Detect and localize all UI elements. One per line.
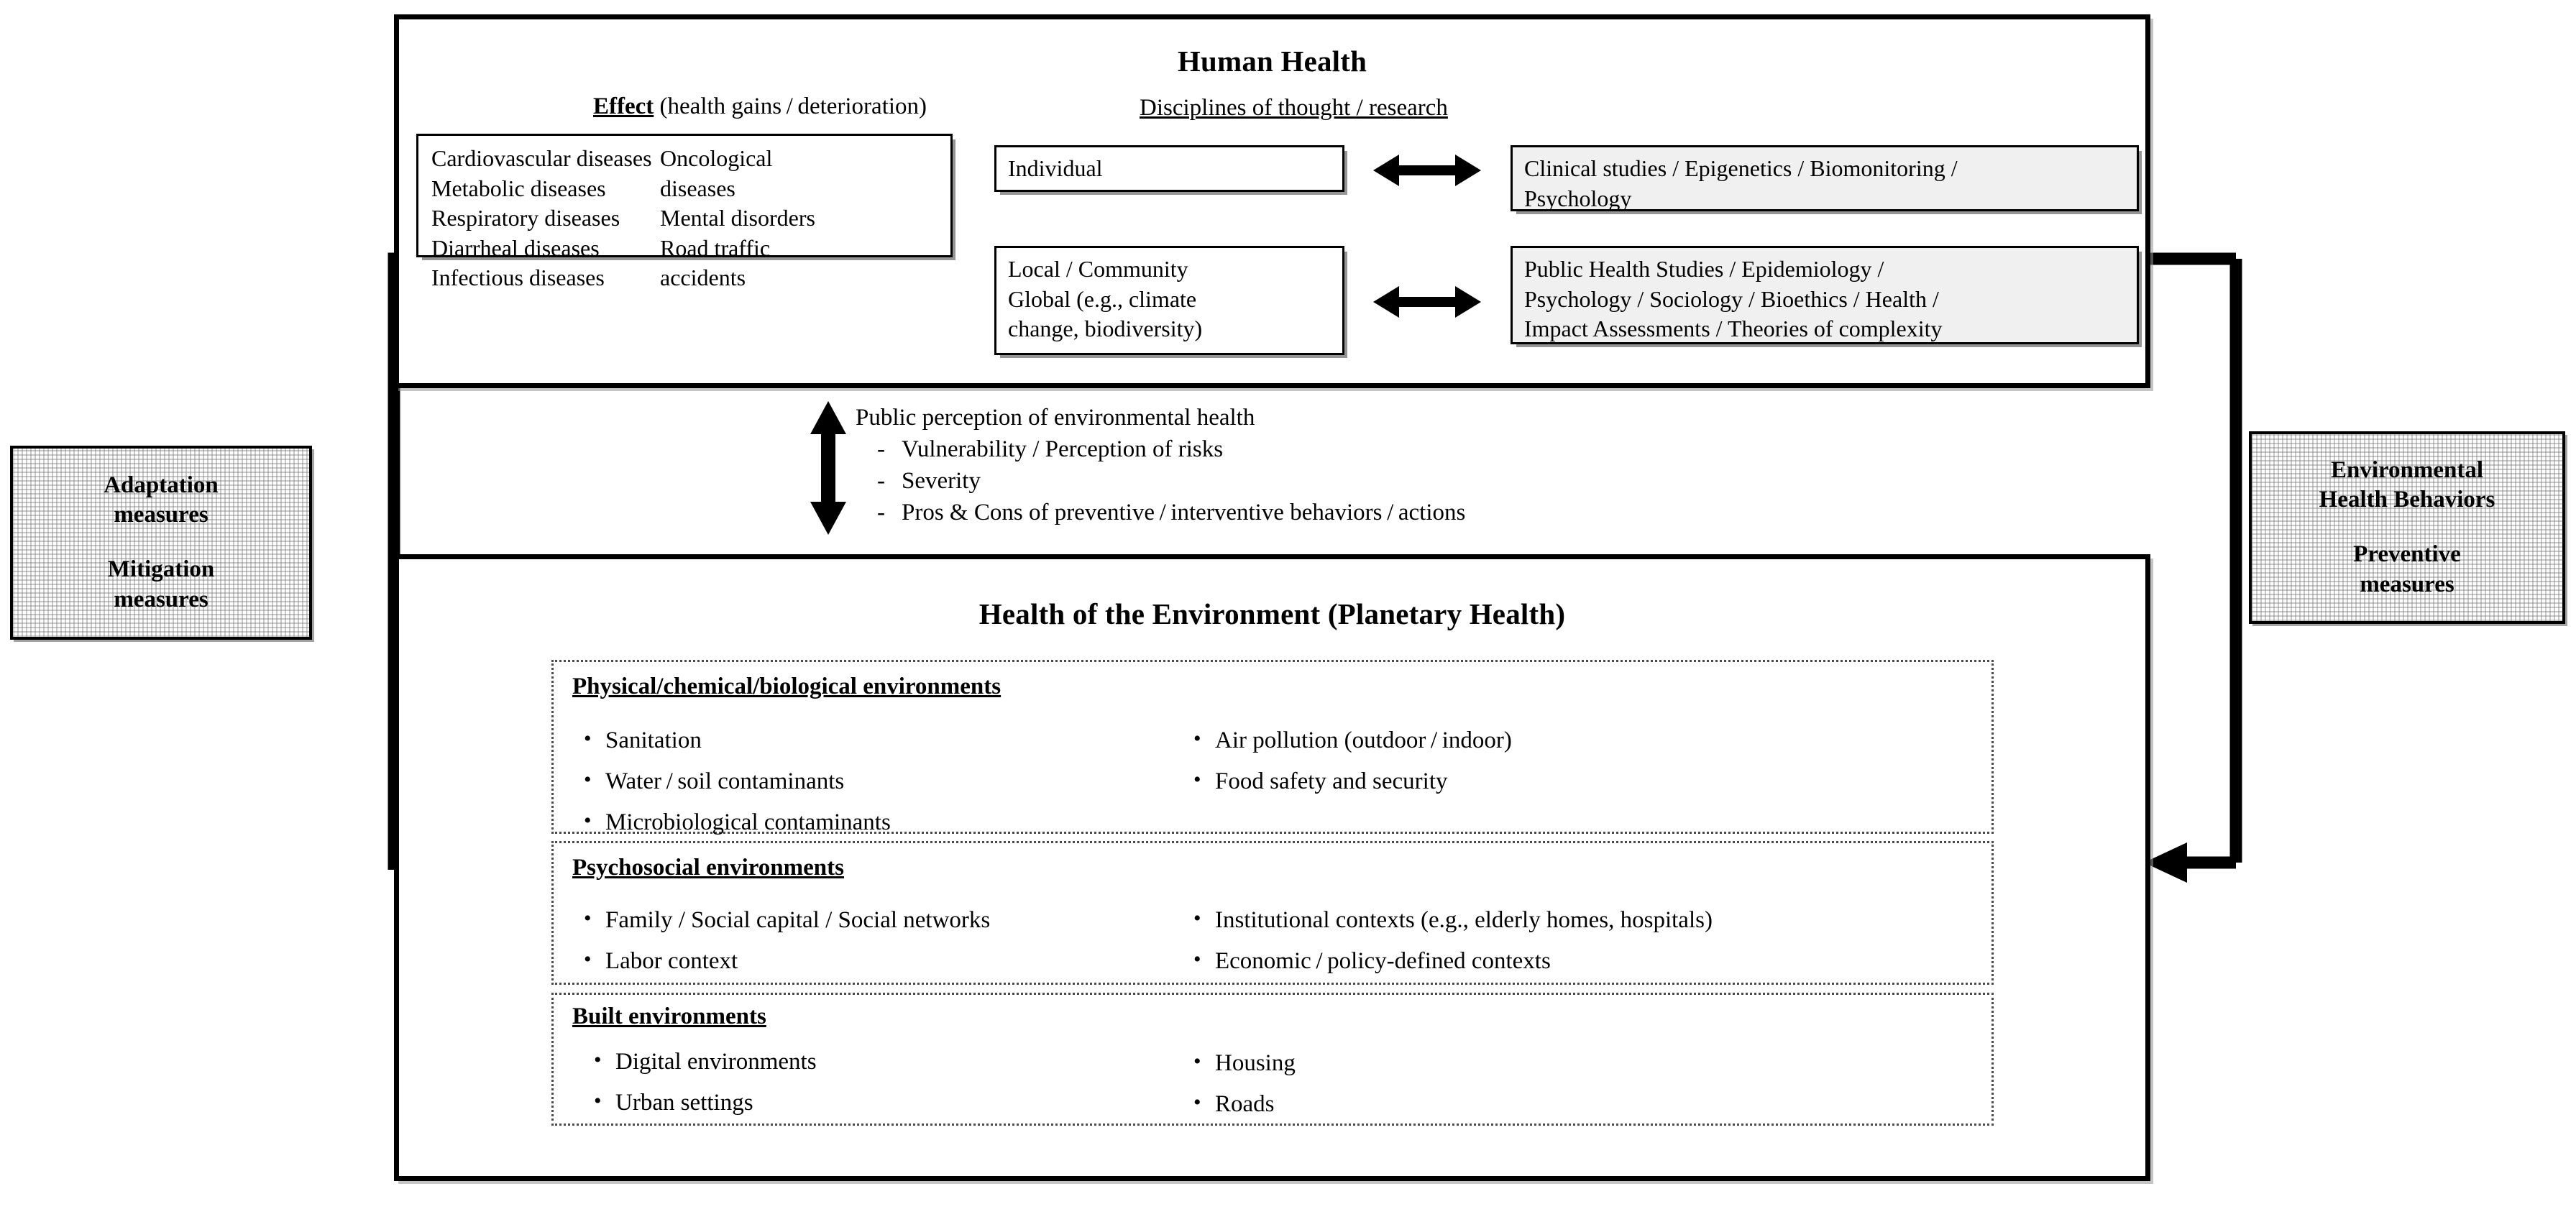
level-box-individual (994, 145, 1344, 192)
human-health-panel (394, 14, 2150, 388)
perception-block (856, 403, 1465, 529)
adaptation-line-2: measures (114, 502, 208, 528)
list-item: • Housing (1193, 1048, 1296, 1079)
list-item: • Urban settings (594, 1088, 817, 1118)
adaptation-line-1: Adaptation (104, 472, 219, 498)
level-box-community-global (994, 246, 1344, 355)
preventive-line-2: measures (2360, 571, 2454, 597)
discipline-line: Psychology (1524, 185, 1632, 211)
perception-double-arrow (809, 401, 848, 535)
discipline-line: Clinical studies / Epigenetics / Biomonitoring / (1524, 155, 1958, 181)
list-item: • Economic / policy-defined contexts (1193, 946, 1713, 977)
section-list-left (584, 725, 891, 848)
discipline-line: Impact Assessments / Theories of complexity (1524, 316, 1943, 342)
disease-item: Mental disorders (660, 205, 815, 231)
section-title: Built environments (572, 1003, 766, 1029)
list-item: • Roads (1193, 1089, 1296, 1120)
preventive-line-1: Preventive (2353, 541, 2461, 567)
human-health-title: Human Health (1177, 45, 1367, 78)
list-item: • Air pollution (outdoor / indoor) (1193, 725, 1512, 756)
environmental-health-behaviors-box (2249, 431, 2565, 624)
section-list-right (1193, 1048, 1296, 1130)
perception-heading: Public perception of environmental health (856, 405, 1255, 431)
list-item: • Sanitation (584, 725, 891, 756)
disease-item: Road traffic (660, 234, 771, 261)
section-built (551, 993, 1994, 1126)
disease-item: diseases (660, 175, 735, 201)
disciplines-heading: Disciplines of thought / research (1140, 95, 1448, 121)
mitigation-line-1: Mitigation (107, 556, 215, 582)
section-list-left (584, 905, 990, 987)
adaptation-mitigation-box (10, 446, 312, 640)
discipline-line: Public Health Studies / Epidemiology / (1524, 256, 1884, 282)
disease-item: Respiratory diseases (431, 205, 620, 231)
list-item: • Family / Social capital / Social networks (584, 905, 990, 936)
disease-item: Oncological (660, 145, 773, 171)
environment-panel (394, 554, 2150, 1181)
list-item: • Labor context (584, 946, 990, 977)
discipline-line: Psychology / Sociology / Bioethics / Health / (1524, 285, 1939, 312)
mitigation-line-2: measures (114, 586, 208, 612)
perception-item: - Vulnerability / Perception of risks (877, 436, 1224, 462)
disease-item: Infectious diseases (431, 265, 605, 291)
effect-heading-rest: (health gains / deterioration) (654, 93, 927, 119)
disease-item: accidents (660, 265, 746, 291)
effect-heading (593, 93, 927, 120)
disciplines-box-community (1511, 246, 2139, 344)
disease-item: Cardiovascular diseases (431, 145, 652, 171)
section-list-left (594, 1047, 817, 1129)
perception-item: - Severity (877, 467, 981, 494)
double-arrow-community (1373, 285, 1481, 318)
level-line: Local / Community (1008, 256, 1188, 282)
section-psychosocial (551, 841, 1994, 985)
disciplines-box-individual (1511, 145, 2139, 211)
list-item: • Institutional contexts (e.g., elderly homes, hospitals) (1193, 905, 1713, 936)
section-list-right (1193, 905, 1713, 987)
section-title: Physical/chemical/biological environments (572, 674, 1001, 699)
disease-item: Diarrheal diseases (431, 234, 600, 261)
effect-heading-bold: Effect (593, 93, 654, 119)
level-line: Individual (1008, 155, 1103, 181)
ehb-line-2: Health Behaviors (2319, 487, 2495, 513)
section-physical-chemical-biological (551, 660, 1994, 834)
list-item: • Microbiological contaminants (584, 807, 891, 838)
ehb-line-1: Environmental (2330, 456, 2484, 483)
list-item: • Food safety and security (1193, 766, 1512, 797)
list-item: • Water / soil contaminants (584, 766, 891, 797)
level-line: change, biodiversity) (1008, 316, 1203, 342)
diseases-box (416, 134, 953, 291)
disease-item: Metabolic diseases (431, 175, 606, 201)
level-line: Global (e.g., climate (1008, 285, 1197, 312)
section-title: Psychosocial environments (572, 855, 844, 881)
double-arrow-individual (1373, 154, 1481, 187)
list-item: • Digital environments (594, 1047, 817, 1078)
environment-title: Health of the Environment (Planetary Health) (978, 597, 1566, 630)
section-list-right (1193, 725, 1512, 807)
perception-item: - Pros & Cons of preventive / interventive behaviors / actions (877, 499, 1466, 525)
